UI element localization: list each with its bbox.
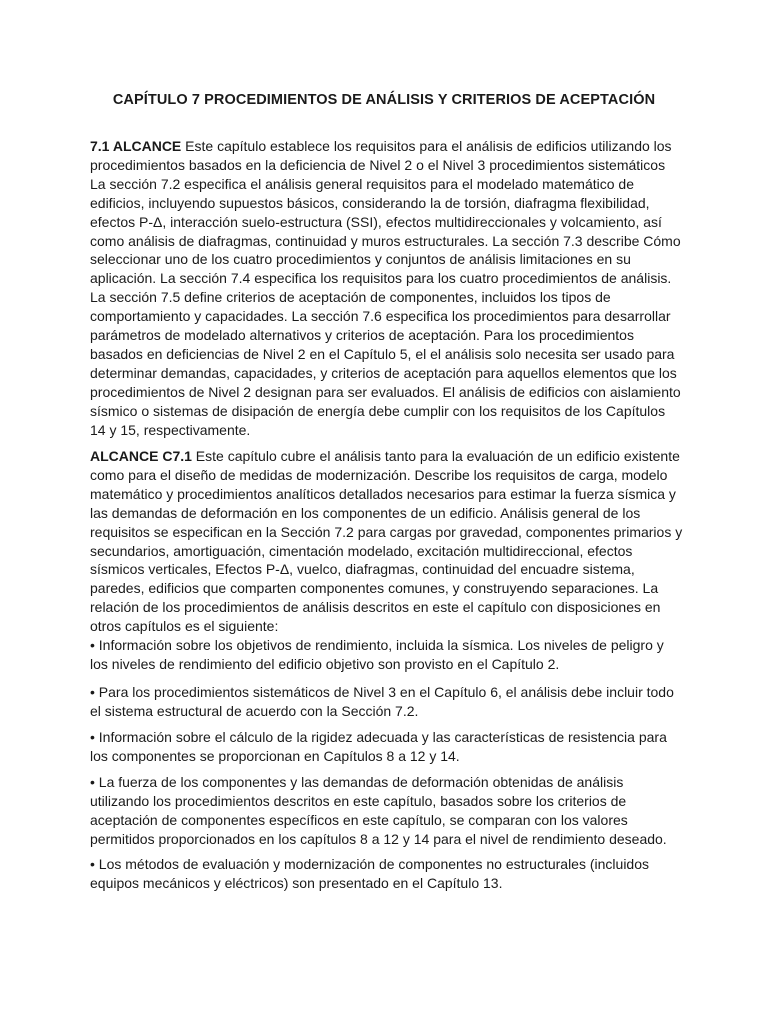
section-alcance-paragraph: [90, 137, 684, 440]
section-alcance-heading: 7.1 ALCANCE: [90, 138, 186, 154]
bullet-item: • Para los procedimientos sistemáticos de Nivel 3 en el Capítulo 6, el análisis debe incluir todo el sistema estructural de acuerdo con la Sección 7.2.: [90, 684, 674, 719]
bullet-item: • La fuerza de los componentes y las demandas de deformación obtenidas de análisis utilizando los procedimientos descritos en este capítulo, basados sobre los criterios de aceptación de componentes específicos en este capítulo, se comparan con los valores permitidos proporcionados en los capítulos 8 a 12 y 14 para el nivel de rendimiento deseado.: [90, 774, 667, 847]
chapter-title: CAPÍTULO 7 PROCEDIMIENTOS DE ANÁLISIS Y CRITERIOS DE ACEPTACIÓN: [112, 92, 656, 108]
section-c71-text: Este capítulo cubre el análisis tanto para la evaluación de un edificio existente como para el diseño de medidas de modernización. Describe los requisitos de carga, modelo matemático y procedimientos analíticos detallados necesarios para estimar la fuerza sísmica y las demandas de deformación en los componentes de un edificio. Análisis general de los requisitos se especifican en la Sección 7.2 para cargas por gravedad, componentes primarios y secundarios, amortiguación, cimentación modelado, excitación multidireccional, efectos sísmicos verticales, Efectos P-Δ, vuelco, diafragmas, continuidad del encuadre sistema, paredes, edificios que comparten componentes comunes, y construyendo separaciones. La relación de los procedimientos de análisis descritos en este el capítulo con disposiciones en otros capítulos es el siguiente:: [90, 448, 683, 635]
section-c71-paragraph: [90, 447, 684, 636]
bullet-item: • Los métodos de evaluación y modernización de componentes no estructurales (incluidos equipos mecánicos y eléctricos) son presentado en el Capítulo 13.: [90, 856, 649, 891]
bullet-item: • Información sobre el cálculo de la rigidez adecuada y las características de resistencia para los componentes se proporcionan en Capítulos 8 a 12 y 14.: [90, 729, 667, 764]
section-c71-heading: ALCANCE C7.1: [90, 448, 196, 464]
section-alcance-text: Este capítulo establece los requisitos para el análisis de edificios utilizando los procedimientos basados en la deficiencia de Nivel 2 o el Nivel 3 procedimientos sistemáticos La sección 7.2 especifica el análisis general requisitos para el modelado matemático de edificios, incluyendo supuestos básicos, considerando la de torsión, diafragma flexibilidad, efectos P-Δ, interacción suelo-estructura (SSI), efectos multidireccionales y volcamiento, así como análisis de diafragmas, continuidad y muros estructurales. La sección 7.3 describe Cómo seleccionar uno de los cuatro procedimientos y conjuntos de análisis limitaciones en su aplicación. La sección 7.4 especifica los requisitos para los cuatro procedimientos de análisis. La sección 7.5 define criterios de aceptación de componentes, incluidos los tipos de comportamiento y capacidades. La sección 7.6 especifica los procedimientos para desarrollar parámetros de modelado alternativos y criterios de aceptación. Para los procedimientos basados en deficiencias de Nivel 2 en el Capítulo 5, el el análisis solo necesita ser usado para determinar demandas, capacidades, y criterios de aceptación para aquellos elementos que los procedimientos de Nivel 2 designan para ser evaluados. El análisis de edificios con aislamiento sísmico o sistemas de disipación de energía debe cumplir con los requisitos de los Capítulos 14 y 15, respectivamente.: [90, 138, 681, 438]
bullet-item: • Información sobre los objetivos de rendimiento, incluida la sísmica. Los niveles de peligro y los niveles de rendimiento del edificio objetivo son provisto en el Capítulo 2.: [90, 637, 664, 672]
